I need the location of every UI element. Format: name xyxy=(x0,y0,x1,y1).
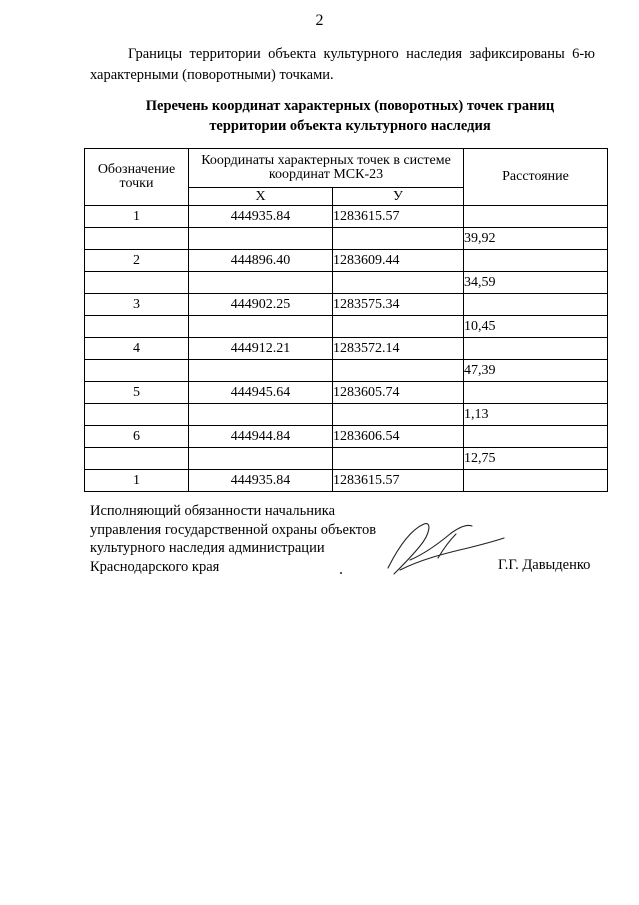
cell-distance xyxy=(464,470,608,492)
cell-y xyxy=(333,360,464,382)
cell-y xyxy=(333,448,464,470)
cell-y xyxy=(333,404,464,426)
cell-point xyxy=(85,448,189,470)
signatory-name: Г.Г. Давыденко xyxy=(498,557,591,573)
table-row xyxy=(85,470,608,492)
page-number: 2 xyxy=(315,12,324,29)
cell-point: 3 xyxy=(85,294,189,316)
stray-mark xyxy=(340,572,342,574)
cell-x xyxy=(189,360,333,382)
cell-point xyxy=(85,404,189,426)
cell-distance: 34,59 xyxy=(464,272,608,294)
table-title-line-1: Перечень координат характерных (поворотных) точек границ xyxy=(145,98,555,114)
signatory-position-line: управления государственной охраны объектов xyxy=(90,521,377,538)
cell-y: 1283575.34 xyxy=(333,294,464,316)
table-row xyxy=(85,250,608,272)
cell-distance: 10,45 xyxy=(464,316,608,338)
coordinates-table xyxy=(84,148,608,492)
cell-x: 444944.84 xyxy=(189,426,333,448)
cell-x: 444902.25 xyxy=(189,294,333,316)
cell-x xyxy=(189,404,333,426)
cell-x: 444935.84 xyxy=(189,470,333,492)
table-title-line-2: территории объекта культурного наследия xyxy=(209,118,491,134)
cell-x: 444945.64 xyxy=(189,382,333,404)
table-row xyxy=(85,404,608,426)
cell-point: 1 xyxy=(85,206,189,228)
signatory-position-line: Исполняющий обязанности начальника xyxy=(90,503,336,519)
cell-x: 444935.84 xyxy=(189,206,333,228)
cell-point xyxy=(85,272,189,294)
signatory-position-line: Краснодарского края xyxy=(90,558,220,575)
cell-point: 1 xyxy=(85,470,189,492)
table-row xyxy=(85,294,608,316)
cell-y xyxy=(333,272,464,294)
cell-point: 6 xyxy=(85,426,189,448)
header-y: У xyxy=(333,188,464,206)
table-title xyxy=(90,96,610,136)
cell-y: 1283609.44 xyxy=(333,250,464,272)
cell-distance: 1,13 xyxy=(464,404,608,426)
table-row xyxy=(85,382,608,404)
cell-x: 444896.40 xyxy=(189,250,333,272)
header-coordinates: Координаты характерных точек в системе координат МСК-23 xyxy=(189,149,464,188)
cell-distance xyxy=(464,338,608,360)
cell-y: 1283606.54 xyxy=(333,426,464,448)
cell-x xyxy=(189,272,333,294)
table-row xyxy=(85,426,608,448)
cell-distance xyxy=(464,294,608,316)
header-point: Обозначение точки xyxy=(85,149,189,206)
table-row xyxy=(85,448,608,470)
header-distance: Расстояние xyxy=(464,149,608,206)
intro-paragraph: Границы территории объекта культурного наследия зафиксированы 6-ю характерными (поворотными) точками. xyxy=(90,46,595,83)
cell-point xyxy=(85,316,189,338)
cell-distance: 12,75 xyxy=(464,448,608,470)
signatory-position xyxy=(90,502,400,576)
cell-distance xyxy=(464,426,608,448)
cell-point: 2 xyxy=(85,250,189,272)
cell-y: 1283615.57 xyxy=(333,206,464,228)
cell-point: 5 xyxy=(85,382,189,404)
cell-y: 1283572.14 xyxy=(333,338,464,360)
cell-distance xyxy=(464,250,608,272)
cell-x: 444912.21 xyxy=(189,338,333,360)
table-row xyxy=(85,272,608,294)
cell-distance: 39,92 xyxy=(464,228,608,250)
table-row xyxy=(85,316,608,338)
cell-y: 1283605.74 xyxy=(333,382,464,404)
cell-x xyxy=(189,228,333,250)
cell-distance xyxy=(464,206,608,228)
header-x: Х xyxy=(189,188,333,206)
cell-point xyxy=(85,228,189,250)
signatory-position-line: культурного наследия администрации xyxy=(90,540,325,556)
table-row xyxy=(85,228,608,250)
cell-y: 1283615.57 xyxy=(333,470,464,492)
cell-x xyxy=(189,448,333,470)
cell-distance: 47,39 xyxy=(464,360,608,382)
cell-x xyxy=(189,316,333,338)
cell-point xyxy=(85,360,189,382)
cell-distance xyxy=(464,382,608,404)
cell-point: 4 xyxy=(85,338,189,360)
cell-y xyxy=(333,316,464,338)
cell-y xyxy=(333,228,464,250)
handwritten-signature xyxy=(380,508,510,588)
table-row xyxy=(85,360,608,382)
table-row xyxy=(85,206,608,228)
coordinates-table-body xyxy=(85,206,608,492)
table-row xyxy=(85,338,608,360)
